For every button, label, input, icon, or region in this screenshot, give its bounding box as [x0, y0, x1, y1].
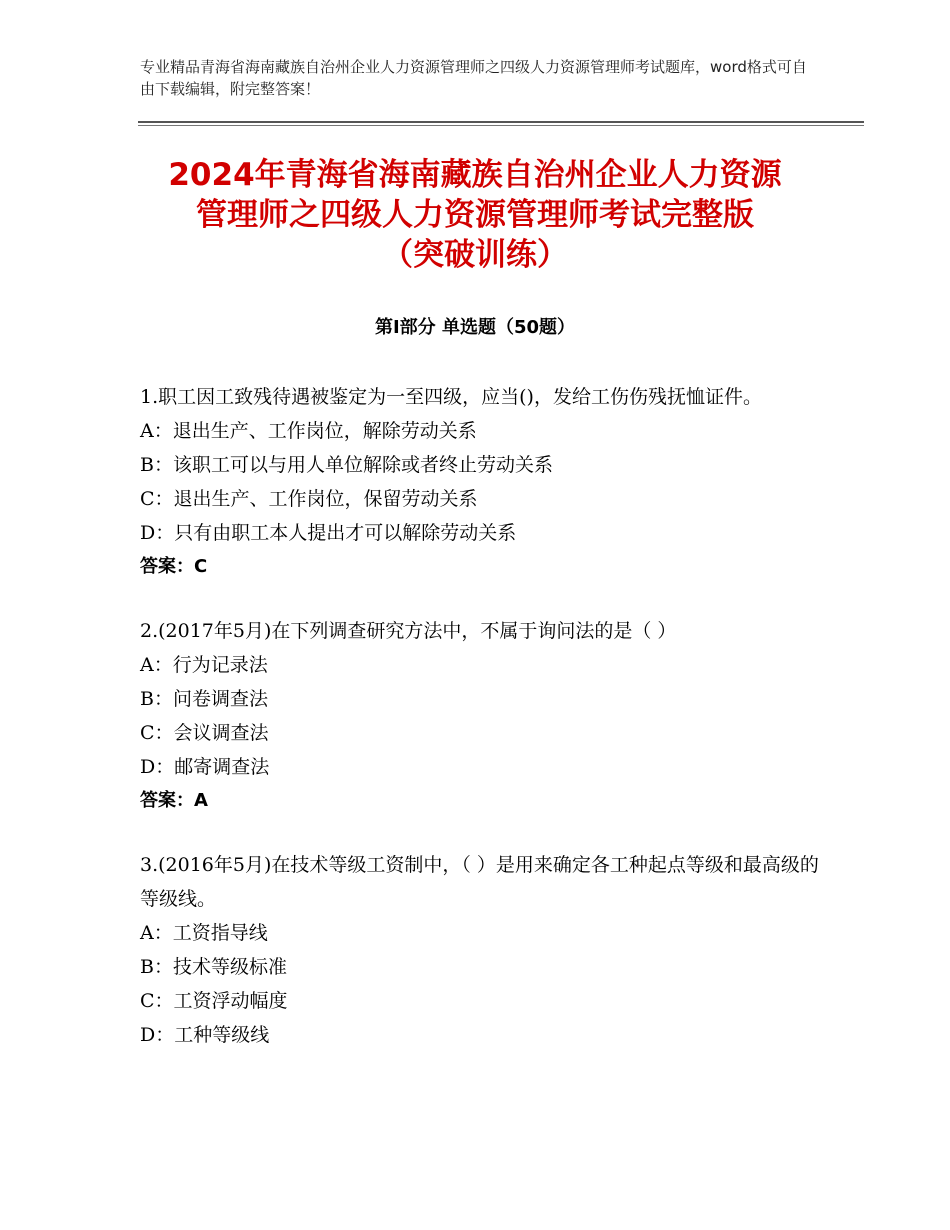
question-list: [140, 380, 820, 1082]
option-d: D：邮寄调查法: [140, 756, 270, 778]
document-title-line-3: （突破训练）: [382, 237, 568, 273]
option-a: A：工资指导线: [140, 922, 268, 944]
option-b: B：该职工可以与用人单位解除或者终止劳动关系: [140, 454, 553, 476]
document-title-line-2: 管理师之四级人力资源管理师考试完整版: [196, 197, 754, 233]
option-c: C：工资浮动幅度: [140, 990, 288, 1012]
header-divider-thin: [138, 125, 864, 126]
question-2: [140, 614, 820, 818]
question-stem: 1.职工因工致残待遇被鉴定为一至四级，应当()，发给工伤伤残抚恤证件。: [140, 386, 762, 408]
header-note: 专业精品青海省海南藏族自治州企业人力资源管理师之四级人力资源管理师考试题库，word格式可自由下载编辑，附完整答案！: [140, 58, 807, 98]
option-a: A：行为记录法: [140, 654, 268, 676]
section-title: 第Ⅰ部分 单选题（50题）: [374, 317, 575, 338]
document-title-line-1: 2024年青海省海南藏族自治州企业人力资源: [168, 157, 782, 193]
option-d: D：工种等级线: [140, 1024, 270, 1046]
answer: 答案：A: [140, 790, 208, 811]
option-a: A：退出生产、工作岗位，解除劳动关系: [140, 420, 477, 442]
answer: 答案：C: [140, 556, 208, 577]
question-3: [140, 848, 820, 1052]
question-1: [140, 380, 820, 584]
option-d: D：只有由职工本人提出才可以解除劳动关系: [140, 522, 517, 544]
header-divider-thick: [138, 121, 864, 123]
option-c: C：退出生产、工作岗位，保留劳动关系: [140, 488, 478, 510]
question-stem: 2.(2017年5月)在下列调查研究方法中，不属于询问法的是（ ）: [140, 620, 677, 642]
document-title: [100, 155, 850, 275]
option-b: B：问卷调查法: [140, 688, 268, 710]
option-b: B：技术等级标准: [140, 956, 287, 978]
question-stem: 3.(2016年5月)在技术等级工资制中，（ ）是用来确定各工种起点等级和最高级的等级线。: [140, 854, 819, 910]
option-c: C：会议调查法: [140, 722, 269, 744]
